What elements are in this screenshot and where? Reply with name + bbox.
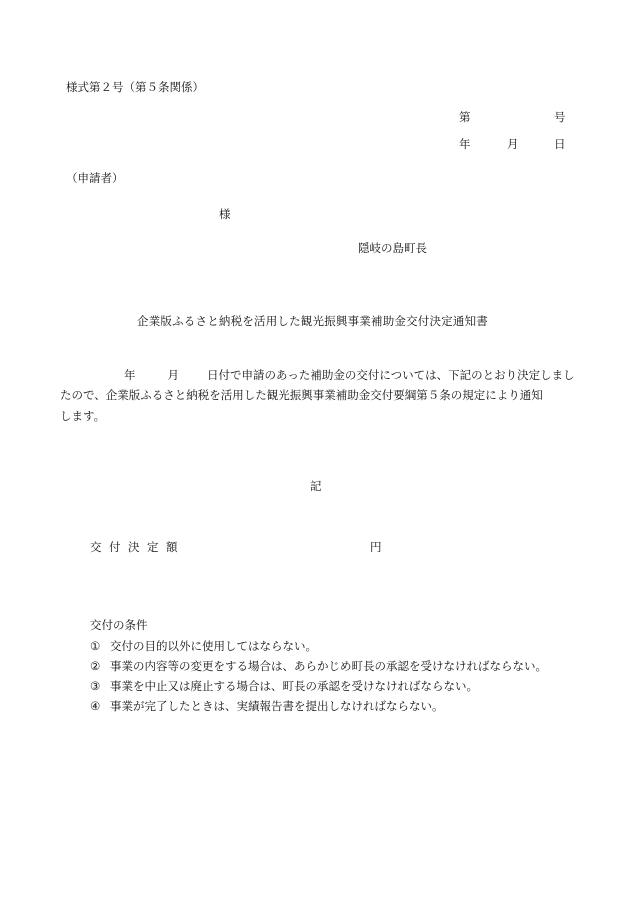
condition-item (90, 661, 547, 673)
body-line-1 (60, 370, 575, 382)
document-number-suffix: 号 (554, 110, 566, 124)
body-line-3: します。 (60, 409, 106, 423)
applicant-label: （申請者） (66, 171, 124, 185)
form-number: 様式第２号（第５条関係） (66, 80, 204, 94)
body-line-2: たので、企業版ふるさと納税を活用した観光振興事業補助金交付要綱第５条の規定により通知 (60, 388, 543, 402)
body-line-1-text: 日付で申請のあった補助金の交付については、下記のとおり決定しまし (207, 368, 575, 382)
ki-heading: 記 (310, 479, 322, 493)
date-year: 年 (459, 137, 471, 151)
document-number-prefix: 第 (459, 110, 471, 124)
grant-amount-label: 交付決定額 (90, 540, 185, 554)
body-month: 月 (167, 368, 179, 382)
condition-text: 事業の内容等の変更をする場合は、あらかじめ町長の承認を受けなければならない。 (110, 659, 547, 673)
condition-marker: ② (90, 659, 101, 673)
condition-item (90, 641, 317, 653)
date-month: 月 (507, 137, 519, 151)
grant-amount-unit: 円 (370, 540, 382, 554)
conditions-heading: 交付の条件 (90, 618, 148, 632)
condition-item (90, 681, 478, 693)
addressee-honorific: 様 (219, 207, 231, 221)
condition-text: 事業が完了したときは、実績報告書を提出しなければならない。 (110, 699, 444, 713)
condition-marker: ① (90, 639, 101, 653)
issuer-name: 隠岐の島町長 (358, 241, 427, 255)
date-day: 日 (554, 137, 566, 151)
body-year: 年 (124, 368, 136, 382)
condition-marker: ④ (90, 699, 101, 713)
condition-item (90, 701, 444, 713)
condition-marker: ③ (90, 679, 101, 693)
condition-text: 交付の目的以外に使用してはならない。 (110, 639, 317, 653)
condition-text: 事業を中止又は廃止する場合は、町長の承認を受けなければならない。 (110, 679, 478, 693)
document-title: 企業版ふるさと納税を活用した観光振興事業補助金交付決定通知書 (137, 314, 488, 328)
